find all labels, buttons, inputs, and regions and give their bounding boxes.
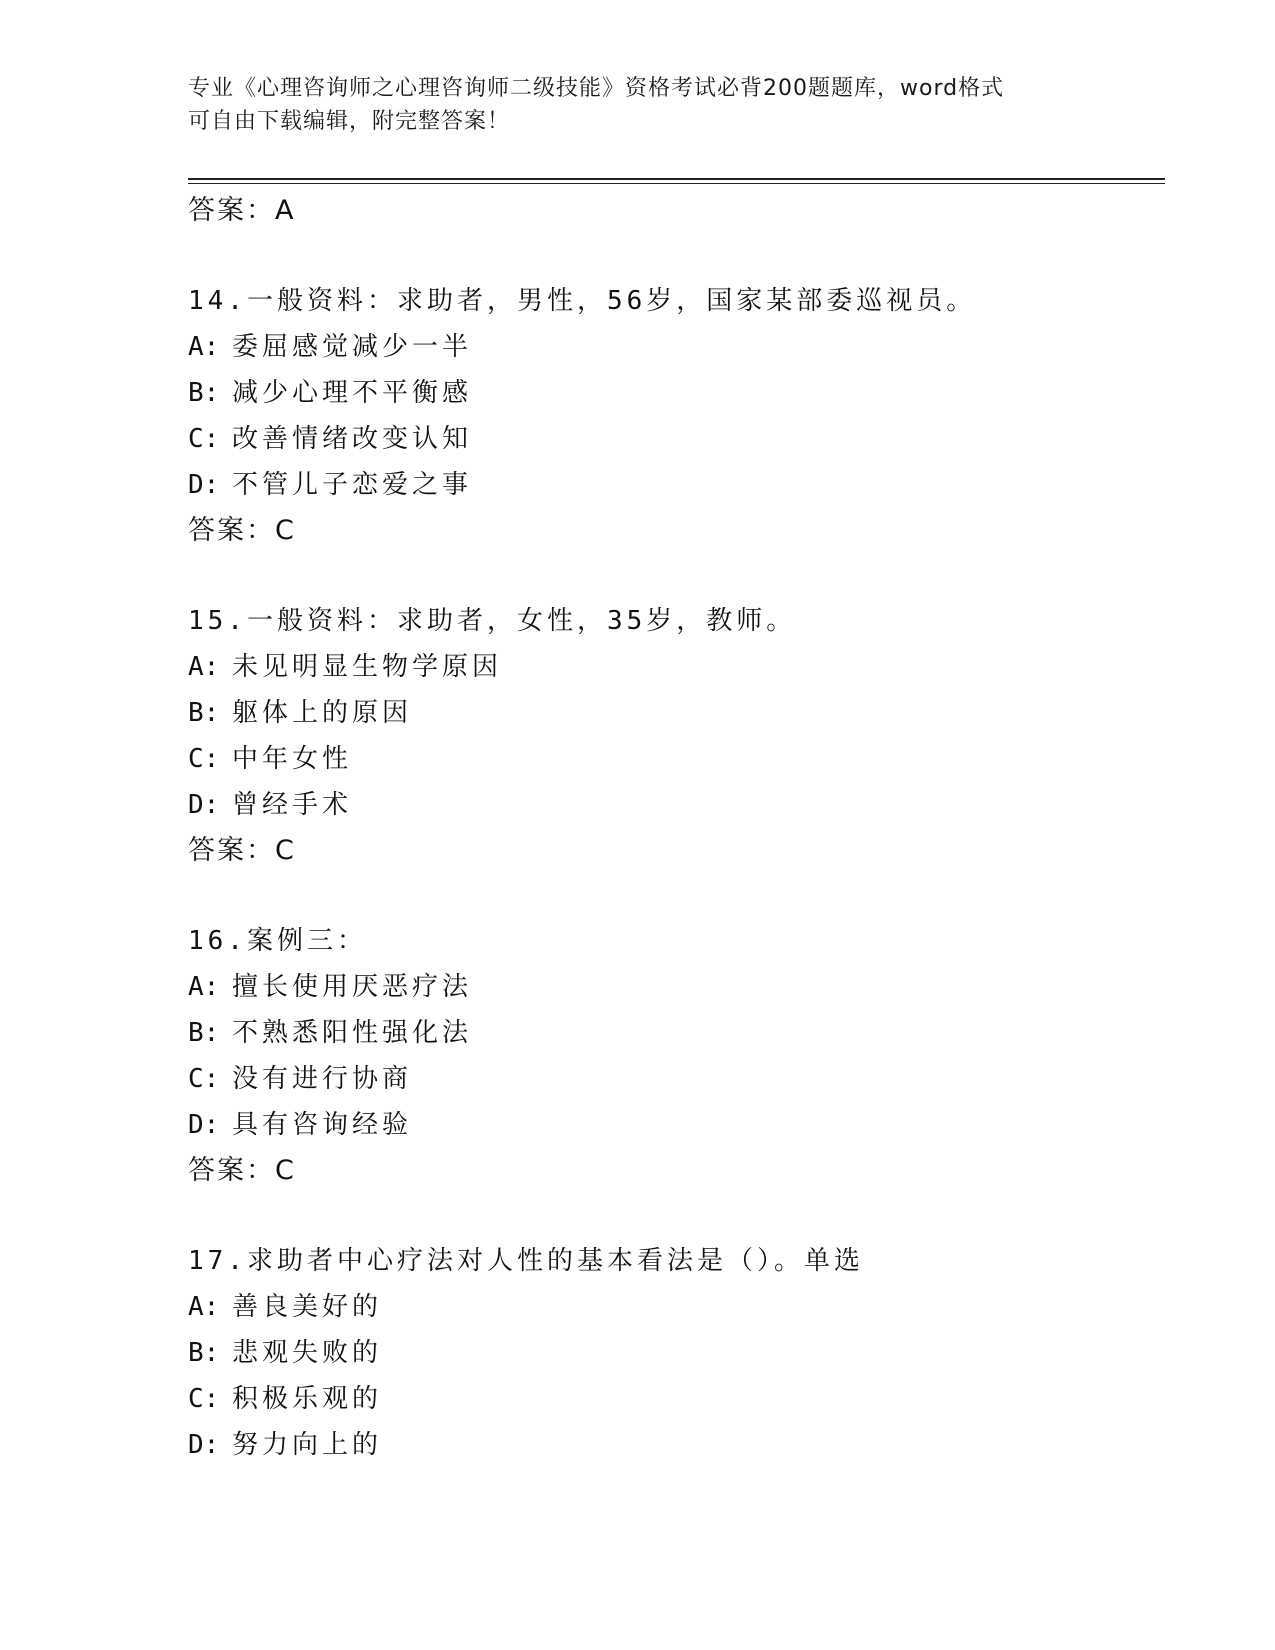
option-key: D: [188, 470, 220, 500]
option-key: D: [188, 790, 220, 820]
answer-value: C [275, 1155, 295, 1186]
option-d [188, 1422, 1148, 1468]
answer-value: A [275, 195, 295, 226]
answer-line [188, 828, 1148, 874]
spacer [188, 1194, 1148, 1238]
option-c [188, 1376, 1148, 1422]
option-text: 没有进行协商 [232, 1064, 413, 1094]
spacer [188, 874, 1148, 918]
option-c [188, 1056, 1148, 1102]
answer-value: C [275, 515, 295, 546]
option-key: C: [188, 1064, 220, 1094]
option-text: 改善情绪改变认知 [232, 424, 473, 454]
question-title: 17.求助者中心疗法对人性的基本看法是（）。单选 [188, 1246, 864, 1276]
option-a [188, 964, 1148, 1010]
answer-label: 答案： [188, 195, 275, 226]
option-c [188, 416, 1148, 462]
option-key: D: [188, 1110, 220, 1140]
option-b [188, 370, 1148, 416]
header-divider-thin [188, 183, 1165, 184]
option-b [188, 690, 1148, 736]
option-key: B: [188, 1018, 220, 1048]
spacer [188, 234, 1148, 278]
option-key: A: [188, 332, 220, 362]
option-key: C: [188, 1384, 220, 1414]
option-text: 未见明显生物学原因 [232, 652, 503, 682]
option-key: A: [188, 972, 220, 1002]
answer-label: 答案： [188, 1155, 275, 1186]
option-a [188, 1284, 1148, 1330]
option-text: 曾经手术 [232, 790, 353, 820]
question-block [188, 278, 1148, 554]
option-text: 具有咨询经验 [232, 1110, 413, 1140]
question-block [188, 1238, 1148, 1468]
option-key: B: [188, 378, 220, 408]
option-text: 减少心理不平衡感 [232, 378, 473, 408]
question-title: 16.案例三： [188, 926, 367, 956]
header-divider-thick [188, 178, 1165, 180]
option-d [188, 782, 1148, 828]
option-d [188, 462, 1148, 508]
option-text: 擅长使用厌恶疗法 [232, 972, 473, 1002]
option-b [188, 1330, 1148, 1376]
option-text: 中年女性 [232, 744, 353, 774]
question-title: 15.一般资料：求助者，女性，35岁，教师。 [188, 606, 797, 636]
option-key: A: [188, 1292, 220, 1322]
header-line-1: 专业《心理咨询师之心理咨询师二级技能》资格考试必背200题题库，word格式 [188, 76, 1005, 101]
option-key: B: [188, 698, 220, 728]
option-text: 努力向上的 [232, 1430, 383, 1460]
option-text: 躯体上的原因 [232, 698, 413, 728]
option-key: C: [188, 424, 220, 454]
answer-line [188, 188, 1148, 234]
answer-label: 答案： [188, 835, 275, 866]
option-b [188, 1010, 1148, 1056]
answer-value: C [275, 835, 295, 866]
answer-line [188, 508, 1148, 554]
option-text: 积极乐观的 [232, 1384, 383, 1414]
option-text: 善良美好的 [232, 1292, 383, 1322]
option-key: D: [188, 1430, 220, 1460]
header-line-2: 可自由下载编辑，附完整答案！ [188, 109, 511, 134]
option-c [188, 736, 1148, 782]
question-title: 14.一般资料：求助者，男性，56岁，国家某部委巡视员。 [188, 286, 977, 316]
document-header [188, 72, 1088, 138]
option-key: A: [188, 652, 220, 682]
answer-label: 答案： [188, 515, 275, 546]
option-text: 不熟悉阳性强化法 [232, 1018, 473, 1048]
option-text: 悲观失败的 [232, 1338, 383, 1368]
question-block [188, 598, 1148, 874]
option-text: 委屈感觉减少一半 [232, 332, 473, 362]
document-body [188, 188, 1148, 1468]
option-text: 不管儿子恋爱之事 [232, 470, 473, 500]
spacer [188, 554, 1148, 598]
option-a [188, 324, 1148, 370]
answer-line [188, 1148, 1148, 1194]
option-key: C: [188, 744, 220, 774]
option-a [188, 644, 1148, 690]
option-key: B: [188, 1338, 220, 1368]
question-block [188, 918, 1148, 1194]
option-d [188, 1102, 1148, 1148]
